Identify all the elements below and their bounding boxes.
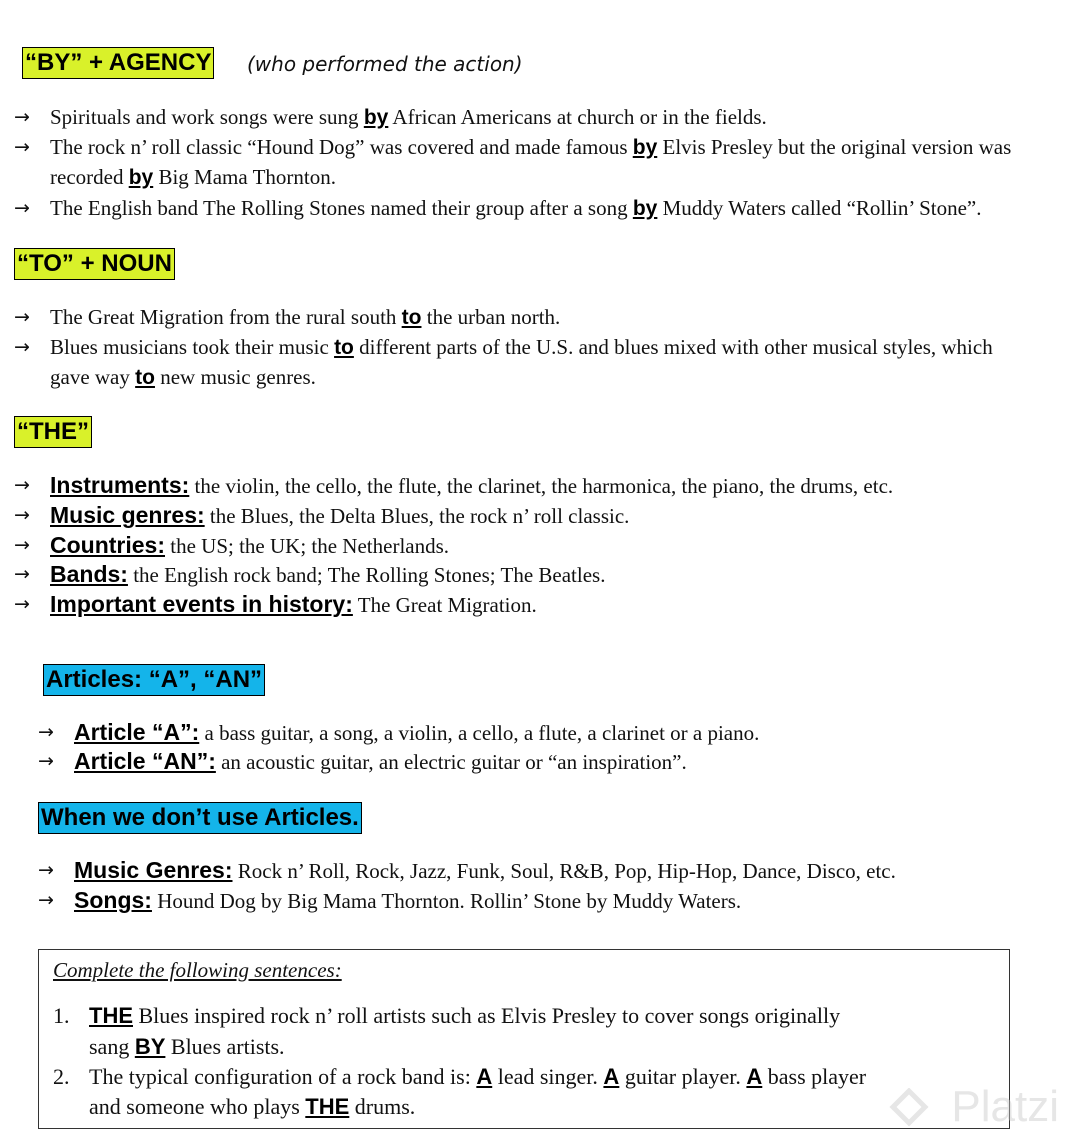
heading-no-articles: When we don’t use Articles. [38, 802, 362, 834]
exercise-title: Complete the following sentences: [53, 958, 342, 982]
by-sentence-2-cont: recorded by Big Mama Thornton. [50, 165, 336, 189]
no-article-item: Songs: Hound Dog by Big Mama Thornton. Rollin’ Stone by Muddy Waters. [74, 887, 742, 913]
arrow-icon: → [14, 136, 30, 158]
the-item: Bands: the English rock band; The Rolling Stones; The Beatles. [50, 561, 606, 587]
to-sentence-1: The Great Migration from the rural south to the urban north. [50, 305, 561, 329]
arrow-icon: → [38, 889, 54, 911]
arrow-icon: → [14, 593, 30, 615]
arrow-icon: → [14, 306, 30, 328]
arrow-icon: → [14, 534, 30, 556]
the-item: Countries: the US; the UK; the Netherlands. [50, 532, 450, 558]
arrow-icon: → [14, 474, 30, 496]
to-sentence-2-cont: gave way to new music genres. [50, 365, 316, 389]
by-sentence-1: Spirituals and work songs were sung by African Americans at church or in the fields. [50, 105, 767, 129]
heading-note: (who performed the action) [247, 52, 523, 76]
heading-to-noun: “TO” + NOUN [14, 248, 175, 280]
platzi-logo-icon [889, 1088, 929, 1128]
article-item: Article “AN”: an acoustic guitar, an electric guitar or “an inspiration”. [74, 748, 687, 774]
arrow-icon: → [38, 859, 54, 881]
article-item: Article “A”: a bass guitar, a song, a violin, a cello, a flute, a clarinet or a piano. [74, 719, 760, 745]
question-number: 2. [53, 1064, 70, 1089]
heading-articles: Articles: “A”, “AN” [43, 664, 265, 696]
by-sentence-3: The English band The Rolling Stones named their group after a song by Muddy Waters called “Rollin’ Stone”. [50, 196, 982, 220]
the-item: Important events in history: The Great Migration. [50, 591, 537, 617]
heading-by-agency: “BY” + AGENCY [22, 47, 214, 79]
no-article-item: Music Genres: Rock n’ Roll, Rock, Jazz, Funk, Soul, R&B, Pop, Hip-Hop, Dance, Disco, etc. [74, 857, 896, 883]
the-item: Instruments: the violin, the cello, the flute, the clarinet, the harmonica, the piano, the drums, etc. [50, 472, 894, 498]
question-1-line-1: THE Blues inspired rock n’ roll artists such as Elvis Presley to cover songs originally [89, 1003, 841, 1028]
arrow-icon: → [14, 197, 30, 219]
arrow-icon: → [38, 750, 54, 772]
arrow-icon: → [14, 336, 30, 358]
the-item: Music genres: the Blues, the Delta Blues, the rock n’ roll classic. [50, 502, 630, 528]
to-sentence-2: Blues musicians took their music to different parts of the U.S. and blues mixed with other musical styles, which [50, 335, 993, 359]
question-2-line-2: and someone who plays THE drums. [89, 1094, 416, 1119]
question-1-line-2: sang BY Blues artists. [89, 1034, 285, 1059]
arrow-icon: → [14, 106, 30, 128]
platzi-watermark: Platzi [951, 1082, 1059, 1131]
arrow-icon: → [38, 721, 54, 743]
arrow-icon: → [14, 563, 30, 585]
heading-the: “THE” [14, 416, 92, 448]
question-2-line-1: The typical configuration of a rock band is: A lead singer. A guitar player. A bass player [89, 1064, 867, 1089]
exercise-box [38, 949, 1010, 1129]
question-number: 1. [53, 1003, 70, 1028]
by-sentence-2: The rock n’ roll classic “Hound Dog” was covered and made famous by Elvis Presley but the original version was [50, 135, 1012, 159]
arrow-icon: → [14, 504, 30, 526]
